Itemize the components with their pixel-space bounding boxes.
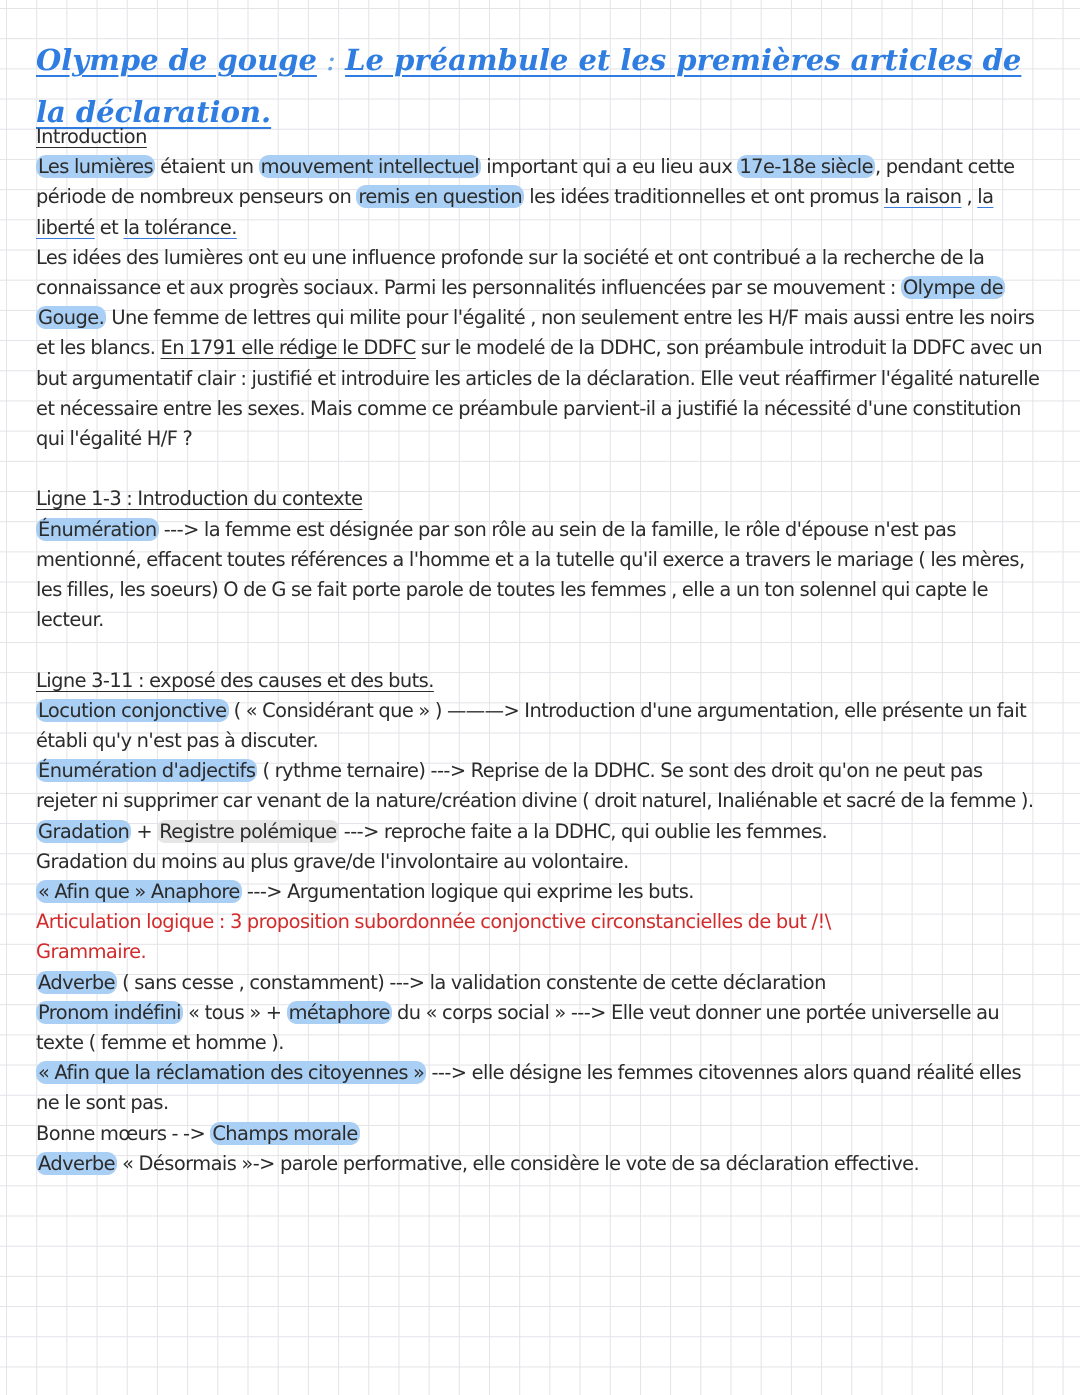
highlight-siecle: 17e-18e siècle bbox=[739, 155, 873, 179]
section-2-line-grammaire: Grammaire. bbox=[36, 940, 147, 964]
spacer bbox=[36, 454, 1046, 484]
section-2-line-articulation-logique: Articulation logique : 3 proposition subordonnée conjonctive circonstancielles de but /!\ bbox=[36, 910, 831, 934]
highlight-gradation: Gradation bbox=[38, 819, 130, 843]
text-span: étaient un bbox=[155, 155, 259, 179]
text-span: sur le modelé de la DDHC, son préambule introduit la DDFC avec un but argumentatif clair : justifié et introduire les articles de la déclaration. Elle veut réaffirmer l'égalité naturelle et nécessaire entre les sexes. Mais comme ce préambule parvient-il a justifié la nécessité d'une constitution qui l'égalité H/F ? bbox=[36, 336, 1043, 451]
highlight-champs-morale: Champs morale bbox=[212, 1121, 358, 1145]
highlight-mouvement-intellectuel: mouvement intellectuel bbox=[260, 155, 480, 179]
highlight-lumieres: Les lumières bbox=[38, 155, 154, 179]
section-2-line-desormais bbox=[36, 1149, 1046, 1179]
title-subject: Le préambule et les premières articles de la déclaration. bbox=[36, 43, 1022, 129]
section-2-line-pronom-indefini bbox=[36, 998, 1046, 1058]
underline-1791-ddfc: En 1791 elle rédige le DDFC bbox=[160, 336, 416, 360]
introduction-heading: Introduction bbox=[36, 125, 147, 148]
text-span: ( sans cesse , constamment) ---> la validation constente de cette déclaration bbox=[117, 970, 826, 994]
note-page bbox=[36, 34, 1046, 1179]
introduction-paragraph-2 bbox=[36, 243, 1046, 454]
text-span: ---> elle désigne les femmes citovennes alors quand réalité elles ne le sont pas. bbox=[36, 1061, 1022, 1115]
underline-la-tolerance: la tolérance. bbox=[123, 215, 237, 239]
highlight-enumeration-adjectifs: Énumération d'adjectifs bbox=[38, 759, 256, 783]
text-span: , pendant cette période de nombreux penseurs on bbox=[36, 155, 1015, 209]
note-body bbox=[36, 122, 1046, 1179]
highlight-registre-polemique: Registre polémique bbox=[159, 819, 337, 843]
text-span: « Désormais »-> parole performative, elle considère le vote de sa déclaration effective. bbox=[117, 1151, 920, 1175]
underline-la-raison: la raison bbox=[883, 185, 962, 209]
page-title bbox=[36, 34, 1046, 129]
text-span: « tous » + bbox=[183, 1000, 287, 1024]
highlight-adverbe: Adverbe bbox=[38, 970, 115, 994]
section-2-line-enumeration-adjectifs bbox=[36, 756, 1046, 816]
title-author: Olympe de gouge bbox=[36, 43, 317, 77]
highlight-afin-que-citoyennes: « Afin que la réclamation des citoyennes » bbox=[38, 1061, 425, 1085]
section-1-heading: Ligne 1-3 : Introduction du contexte bbox=[36, 487, 363, 511]
text-span: Les idées des lumières ont eu une influence profonde sur la société et ont contribué a la recherche de la connaissance et aux progrès sociaux. Parmi les personnalités influencées par se mouvement : bbox=[36, 245, 985, 300]
section-2-line-locution bbox=[36, 696, 1046, 756]
section-2-line-citoyennes bbox=[36, 1058, 1046, 1118]
text-span: ( rythme ternaire) ---> Reprise de la DDHC. Se sont des droit qu'on ne peut pas rejeter ni supprimer car venant de la nature/création divine ( droit naturel, Inaliénable et sacré de la femme ). bbox=[36, 759, 1034, 813]
text-span: du « corps social » ---> Elle veut donner une portée universelle au texte ( femme et homme ). bbox=[36, 1000, 1000, 1055]
introduction-paragraph-1 bbox=[36, 152, 1046, 243]
highlight-enumeration: Énumération bbox=[38, 517, 157, 541]
title-separator: : bbox=[316, 43, 346, 77]
text-span: Une femme de lettres qui milite pour l'égalité , non seulement entre les H/F mais aussi entre les noirs et les blancs. bbox=[36, 306, 1035, 360]
text-span: et bbox=[94, 215, 124, 239]
text-span: + bbox=[131, 819, 158, 843]
text-span: Bonne mœurs - -> bbox=[36, 1121, 211, 1145]
section-1-paragraph bbox=[36, 515, 1046, 636]
text-span: les idées traditionnelles et ont promus bbox=[524, 185, 884, 209]
highlight-afin-que-anaphore: « Afin que » Anaphore bbox=[38, 880, 240, 904]
section-2-line-gradation-detail: Gradation du moins au plus grave/de l'involontaire au volontaire. bbox=[36, 849, 629, 873]
underline-la-liberte: la liberté bbox=[36, 185, 994, 239]
highlight-locution-conjonctive: Locution conjonctive bbox=[38, 698, 227, 722]
section-2-heading: Ligne 3-11 : exposé des causes et des buts. bbox=[36, 668, 434, 692]
highlight-metaphore: métaphore bbox=[288, 1000, 390, 1024]
text-span: ---> Argumentation logique qui exprime les buts. bbox=[241, 880, 694, 904]
section-2-line-gradation bbox=[36, 817, 1046, 847]
text-span: , bbox=[961, 185, 978, 209]
highlight-pronom-indefini: Pronom indéfini bbox=[38, 1000, 182, 1024]
highlight-remis-en-question: remis en question bbox=[358, 185, 523, 209]
text-span: important qui a eu lieu aux bbox=[481, 155, 738, 179]
section-2-line-adverbe bbox=[36, 968, 1046, 998]
section-2-line-bonne-moeurs bbox=[36, 1119, 1046, 1149]
text-span: ---> la femme est désignée par son rôle au sein de la famille, le rôle d'épouse n'est pas mentionné, effacent toutes références a l'homme et a la tutelle qu'il exerce a travers le mariage ( les mères, les filles, les soeurs) O de G se fait porte parole de toutes les femmes , elle a un ton solennel qui capte le lecteur. bbox=[36, 517, 1025, 632]
highlight-olympe-de-gouge: Olympe de Gouge. bbox=[38, 276, 1004, 330]
spacer bbox=[36, 635, 1046, 665]
highlight-adverbe-desormais: Adverbe bbox=[38, 1151, 115, 1175]
text-span: ( « Considérant que » ) ———> Introduction d'une argumentation, elle présente un fait établi qu'y n'est pas à discuter. bbox=[36, 698, 1027, 753]
section-2-line-anaphore bbox=[36, 877, 1046, 907]
text-span: ---> reproche faite a la DDHC, qui oublie les femmes. bbox=[338, 819, 828, 843]
